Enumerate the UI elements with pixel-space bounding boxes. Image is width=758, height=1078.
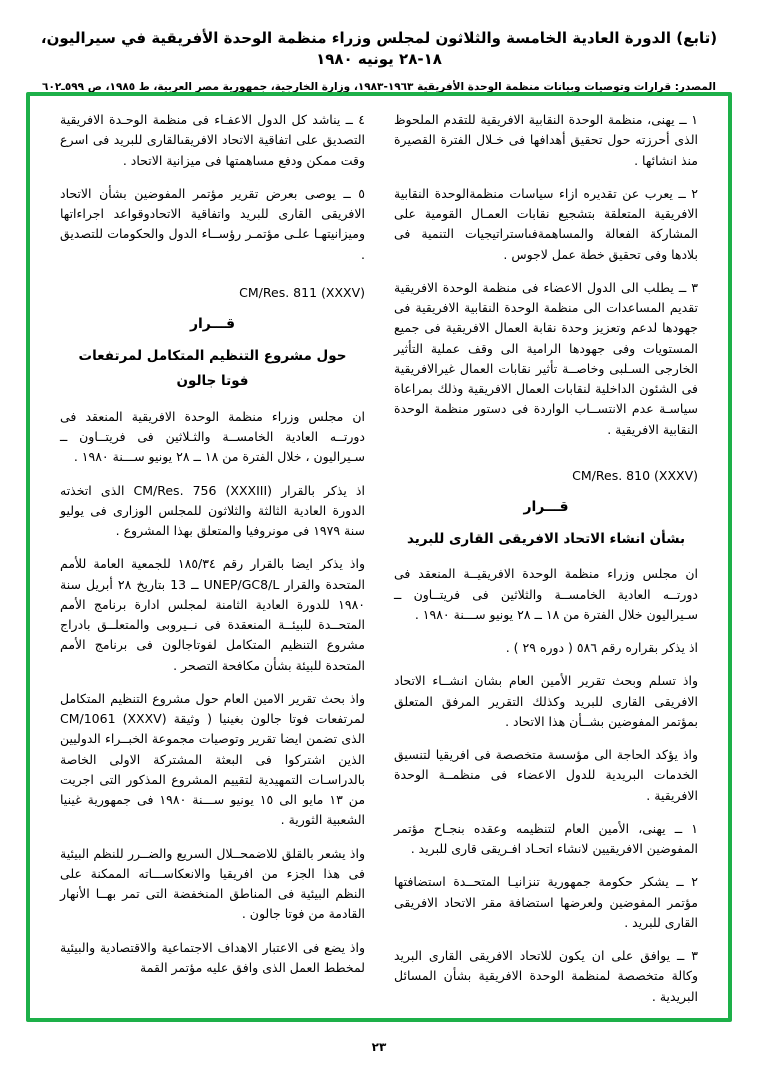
paragraph: اذ يذكر بقراره رقم ٥٨٦ ( دوره ٢٩ ) . <box>505 640 698 656</box>
content-frame <box>26 92 732 1022</box>
column-right <box>379 110 712 1008</box>
paragraph: ٥ ــ يوصى بعرض تقرير مؤتمر المفوضين بشأن الاتحاد الافريقى القارى للبريد واتفاقية الاتحادوقواعد اجراءاتها وميزانيتهـا علـى مؤتمـر رؤســاء الدول والحكومات للتصديق . <box>60 185 365 262</box>
paragraph: اذ يذكر بالقرار CM/Res. 756 (XXXIII) الذى اتخذته الدورة العادية الثالثة والثلاثون للمجلس الوزارى فى يوليو سنة ١٩٧٩ فى مونروفيا والمتعلق بهذا المشروع . <box>60 482 365 539</box>
paragraph: ١ ــ يهنى، الأمين العام لتنظيمه وعقده بنجـاح مؤتمر المفوضين الافريقيين لانشاء اتحـاد افـريقى قارى للبريد . <box>394 820 698 857</box>
paragraph: واذ يؤكد الحاجة الى مؤسسة متخصصة فى افريقيا لتنسيق الخدمات البريدية للدول الاعضاء فى منظمــة الوحدة الافريقية . <box>394 747 698 803</box>
paragraph: ٢ ــ يشكر حكومة جمهورية تنزانيـا المتحــدة استضافتها مؤتمر المفوضين ولعرضها استضافة مقر الاتحاد الافريقى القارى للبريد . <box>394 874 698 930</box>
paragraph: واذ بحث تقرير الامين العام حول مشروع التنظيم المتكامل لمرتفعات فوتا جالون بغينيا ( وثيقة CM/1061 (XXXV) الذى تضمن ايضا تقرير وتوصيات مجموعة الخبــراء الدوليين الذين اشتركوا فى البعثة المشتركة الاولى الخاصة بالدراسـات التمهيدية لتقييم المشروع المذكور التى اجريت من ١٣ مايو الى ١٥ يونيو ســـنة ١٩٨٠ فى جمهورية غينيا الشعبية الثورية . <box>60 690 366 828</box>
resolution-title-right: بشأن انشاء الاتحاد الافريقى القارى للبريد <box>406 530 686 547</box>
column-left <box>46 110 379 1008</box>
resolution-id-right <box>394 466 698 486</box>
paragraph: واذ يذكر ايضا بالقرار رقم ١٨٥/٣٤ للجمعية العامة للأمم المتحدة والقرار UNEP/GC8/L ــ 13 بتاريخ ٢٨ أبريل سنة ١٩٨٠ للدورة العادية الثامنة لمجلس ادارة برنامج الأمم المتحــدة للبيئــة المنعقدة فى نــيروبى والمتعلــق بادراج مشروع التنظيم المتكامل لفوتاجالون فى برنامج الأمم المتحدة للبيئة بشأن مكافحة التصحر . <box>60 556 365 673</box>
paragraph: ٤ ــ يناشد كل الدول الاعفـاء فى منظمة الوحـدة الافريقية التصديق على اتفاقية الاتحاد الافريقىالقارى للبريد فى اسرع وقت ممكن ودفع مساهمتها فى ميزانية الاتحاد . <box>60 112 365 168</box>
paragraph: ٣ ــ يطلب الى الدول الاعضاء فى منظمة الوحدة الافريقية تقديم المساعدات الى منظمة الوحدة النقابية الافريقية فى جهودها لدعم وتعزيز وحدة نقابة العمال الافريقية فى جميع المستويات وفى جهودها الرامية الى وقف عملية التأثير الخارجى السـلبى وخاصــة تأثير نقابات العمال غيرالافريقية فى الشئون الداخلية لنقابات العمال الافريقية وذلك بمراعاة سياسـة عدم الانتســاب الواردة فى دستور منظمة الوحدة النقابية الافريقية . <box>394 279 698 437</box>
resolution-id-text: CM/Res. 810 (XXXV) <box>572 467 698 483</box>
paragraph: واذ تسلم وبحث تقرير الأمين العام بشان انشــاء الاتحاد الافريقى القارى للبريد وكذلك التقرير المرفق المتعلق بمؤتمر المفوضين بشــأن هذا الاتحاد . <box>394 673 698 729</box>
resolution-id-text: CM/Res. 811 (XXXV) <box>239 284 365 300</box>
page-footer <box>0 1040 758 1054</box>
paragraph: ٣ ــ يوافق على ان يكون للاتحاد الافريقى القارى البريد وكالة متخصصة لمنظمة الوحدة الافريقية بشأن المسائل البريدية . <box>394 948 698 1004</box>
page-number: ٢٣ <box>371 1040 387 1054</box>
page-header <box>0 28 758 95</box>
paragraph: ٢ ــ يعرب عن تقديره ازاء سياسات منظمةالوحدة النقابية الافريقية المتعلقة بتشجيع نقابات العمـال القومية على المشاركة الفعالة والمساهمةفىاستراتيجيات التنمية فى بلادها وفى تحقيق خطة عمل لاجوس . <box>394 185 698 262</box>
header-source: المصدر: قرارات وتوصيات وبيانات منظمة الوحدة الأفريقية ١٩٦٣-١٩٨٣، وزارة الخارجية، جمهورية مصر العربية، ط ١٩٨٥، ص ٥٩٩ـ٦٠٢ <box>42 81 716 93</box>
paragraph: ان مجلس وزراء منظمة الوحدة الافريقيــة المنعقد فى دورتــه العادية الخامســة والثلاثين فى فريتــاون ــ سـيراليون خلال الفترة من ١٨ ــ ٢٨ يونيو ســـنة ١٩٨٠ . <box>394 566 698 622</box>
paragraph: واذ يضع فى الاعتبار الاهداف الاجتماعية والاقتصادية والبيئية لمخطط العمل الذى وافق عليه مؤتمر القمة <box>60 939 365 975</box>
header-title: (تابع) الدورة العادية الخامسة والثلاثون لمجلس وزراء منظمة الوحدة الأفريقية في سيراليون، ١٨-٢٨ يونيه ١٩٨٠ <box>40 29 718 68</box>
decision-heading-left: قـــرار <box>189 316 236 332</box>
resolution-title-left-line1: حول مشروع التنظيم المتكامل لمرتفعات <box>78 347 347 364</box>
paragraph: ان مجلس وزراء منظمة الوحدة الافريقية المنعقد فى دورتــه العادية الخامســة والثـلاثين فى فريتــاون ــ سـيراليون ، خلال الفترة من ١٨ ــ ٢٨ يونيو ســـنة ١٩٨٠ . <box>60 408 365 465</box>
decision-heading-right: قـــرار <box>523 499 569 515</box>
paragraph: ١ ــ يهنى، منظمة الوحدة النقابية الافريقية للتقدم الملحوظ الذى أحرزته حول تحقيق أهدافها فى خـلال الفترة القصيرة منذ انشائها . <box>394 112 698 168</box>
two-column-layout <box>30 96 728 1018</box>
resolution-title-left-line2: فوتا جالون <box>176 373 249 390</box>
resolution-id-left <box>60 283 365 303</box>
paragraph: واذ يشعر بالقلق للاضمحــلال السريع والضــرر للنظم البيئية فى هذا الجزء من افريقيا والانعكاســـاته الممكنة على النظم البيئية فى المناطق المنخفضة التى تمر بهــا الأنهار القادمة من فوتا جالون . <box>60 845 365 922</box>
